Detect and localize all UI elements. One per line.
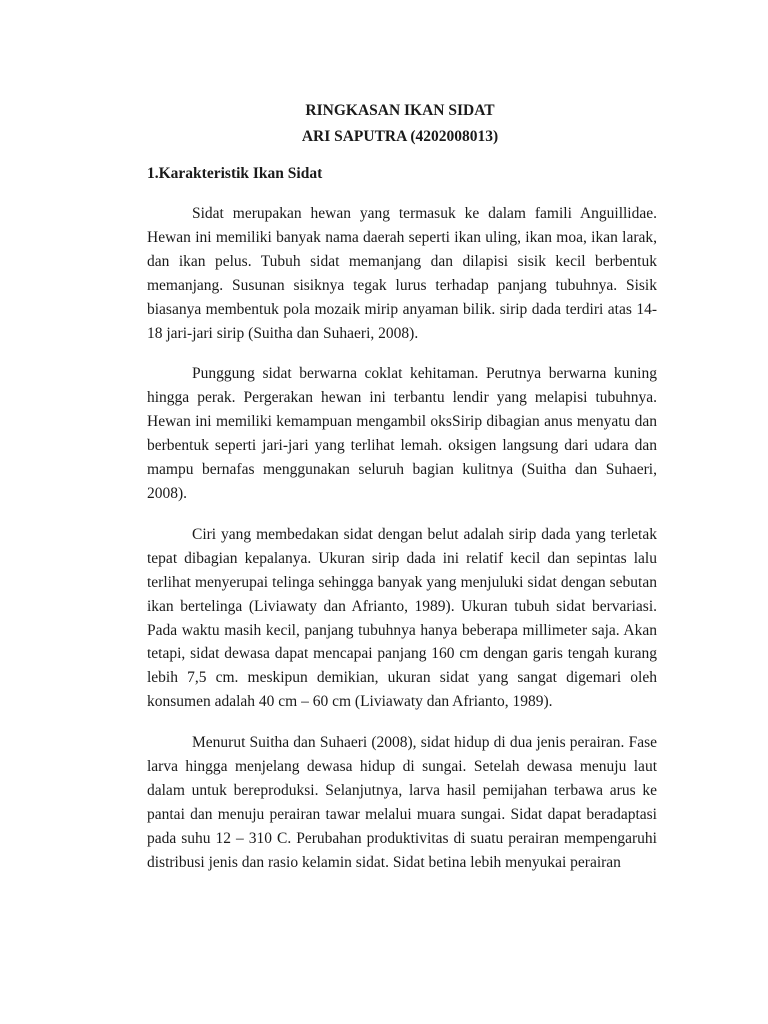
document-body xyxy=(147,161,657,892)
paragraph-3: Ciri yang membedakan sidat dengan belut adalah sirip dada yang terletak tepat dibagian kepalanya. Ukuran sirip dada ini relatif kecil dan sepintas lalu terlihat menyerupai telinga sehingga banyak yang menjuluki sidat dengan sebutan ikan bertelinga (Liviawaty dan Afrianto, 1989). Ukuran tubuh sidat bervariasi. Pada waktu masih kecil, panjang tubuhnya hanya beberapa millimeter saja. Akan tetapi, sidat dewasa dapat mencapai panjang 160 cm dengan garis tengah kurang lebih 7,5 cm. meskipun demikian, ukuran sidat yang sangat digemari oleh konsumen adalah 40 cm – 60 cm (Liviawaty dan Afrianto, 1989). xyxy=(147,525,657,711)
document-author: ARI SAPUTRA (4202008013) xyxy=(301,128,499,145)
section-heading: 1.Karakteristik Ikan Sidat xyxy=(147,165,323,182)
title-block xyxy=(0,98,768,150)
paragraph-4: Menurut Suitha dan Suhaeri (2008), sidat hidup di dua jenis perairan. Fase larva hingga menjelang dewasa hidup di sungai. Setelah dewasa menuju laut dalam untuk bereproduksi. Selanjutnya, larva hasil pemijahan terbawa arus ke pantai dan menuju perairan tawar melalui muara sungai. Sidat dapat beradaptasi pada suhu 12 – 310 C. Perubahan produktivitas di suatu perairan mempengaruhi distribusi jenis dan rasio kelamin sidat. Sidat betina lebih menyukai perairan xyxy=(147,734,657,871)
paragraph-2: Punggung sidat berwarna coklat kehitaman. Perutnya berwarna kuning hingga perak. Pergerakan hewan ini terbantu lendir yang melapisi tubuhnya. Hewan ini memiliki kemampuan mengambil oksSirip dibagian anus menyatu dan berbentuk seperti jari-jari yang terlihat lemah. oksigen langsung dari udara dan mampu bernafas menggunakan seluruh bagian kulitnya (Suitha dan Suhaeri, 2008). xyxy=(147,365,657,502)
document-title: RINGKASAN IKAN SIDAT xyxy=(305,102,495,119)
paragraph-1: Sidat merupakan hewan yang termasuk ke dalam famili Anguillidae. Hewan ini memiliki banyak nama daerah seperti ikan uling, ikan moa, ikan larak, dan ikan pelus. Tubuh sidat memanjang dan dilapisi sisik kecil berbentuk memanjang. Susunan sisiknya tegak lurus terhadap panjang tubuhnya. Sisik biasanya membentuk pola mozaik mirip anyaman bilik. sirip dada terdiri atas 14-18 jari-jari sirip (Suitha dan Suhaeri, 2008). xyxy=(147,205,657,342)
